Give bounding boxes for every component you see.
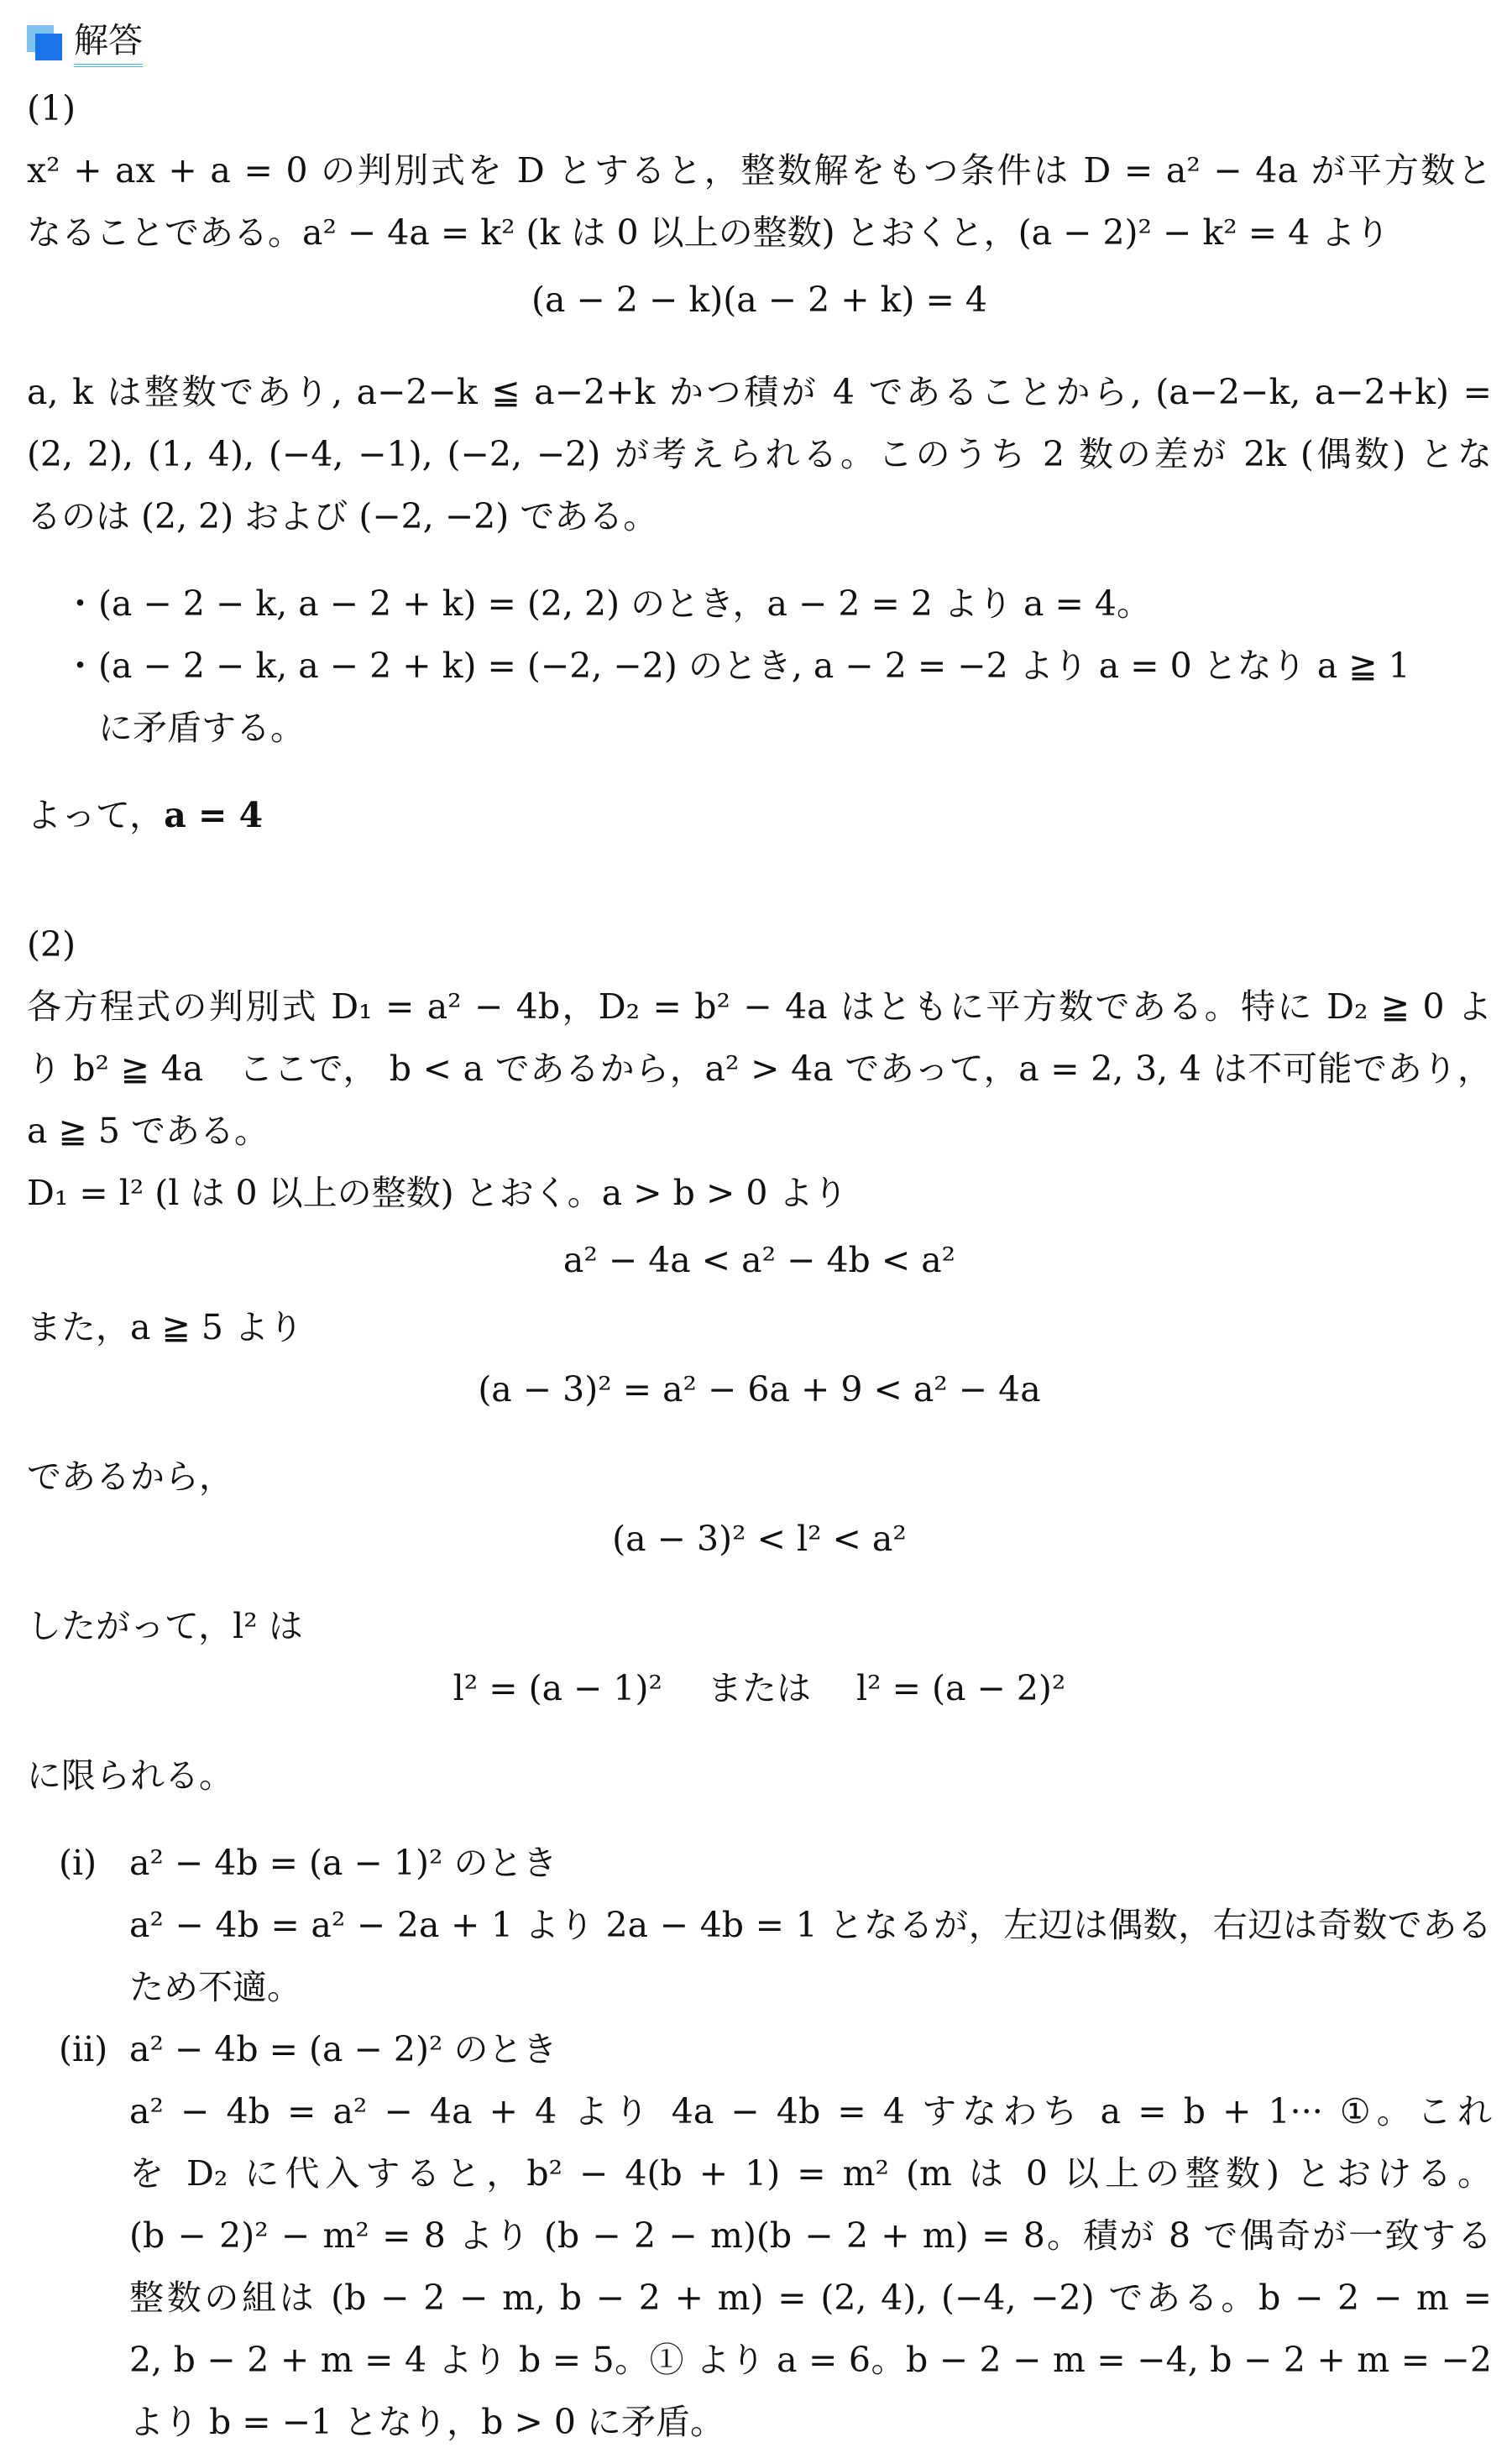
part2-text-line: に限られる。	[27, 1755, 233, 1796]
part2-text-line: また，a ≧ 5 より	[27, 1307, 303, 1347]
case-text-line: 整数の組は (b − 2 − m, b − 2 + m) = (2, 4), (−4, −2) である。b − 2 − m =	[129, 2278, 1492, 2318]
case-label: (i)	[59, 1843, 97, 1883]
part2-text-line: D₁ = l² (l は 0 以上の整数) とおく。a > b > 0 より	[27, 1173, 848, 1213]
case-text-line: a² − 4b = a² − 4a + 4 より 4a − 4b = 4 すなわち a = b + 1··· ①。これ	[129, 2091, 1492, 2131]
part1-text-line: (2, 2), (1, 4), (−4, −1), (−2, −2) が考えられる。このうち 2 数の差が 2k (偶数) とな	[27, 434, 1492, 474]
part1-text-line: a, k は整数であり, a−2−k ≦ a−2+k かつ積が 4 であることから, (a−2−k, a−2+k) =	[27, 372, 1492, 412]
part2-text-line: であるから，	[27, 1457, 233, 1497]
part1-text-line: るのは (2, 2) および (−2, −2) である。	[27, 496, 658, 536]
solution-page	[27, 8, 1492, 2453]
part2-label: (2)	[27, 924, 76, 965]
part2-text-line: a ≧ 5 である。	[27, 1111, 269, 1151]
part2-equation: l² = (a − 1)² または l² = (a − 2)²	[453, 1668, 1066, 1708]
answer-value: a = 4	[164, 795, 264, 835]
part1-text-line: x² + ax + a = 0 の判別式を D とすると，整数解をもつ条件は D = a² − 4a が平方数と	[27, 150, 1492, 191]
case-text-line: (b − 2)² − m² = 8 より (b − 2 − m)(b − 2 + m) = 8。積が 8 で偶奇が一致する	[129, 2215, 1492, 2256]
case-text: に矛盾する。	[98, 708, 305, 748]
solution-heading	[27, 8, 1492, 77]
part2-text-line: したがって，l² は	[27, 1606, 303, 1646]
part1-conclusion	[27, 784, 1492, 846]
part1-text-line: なることである。a² − 4a = k² (k は 0 以上の整数) とおくと，(a − 2)² − k² = 4 より	[27, 212, 1390, 253]
part2-equation: a² − 4a < a² − 4b < a²	[562, 1240, 956, 1280]
part1-case-item	[98, 573, 1492, 635]
case-text-line: a² − 4b = a² − 2a + 1 より 2a − 4b = 1 となるが，左辺は偶数，右辺は奇数である	[129, 1905, 1492, 1945]
case-text-line: を D₂ に代入すると，b² − 4(b + 1) = m² (m は 0 以上の整数) とおける。	[129, 2153, 1492, 2194]
case-heading: a² − 4b = (a − 2)² のとき	[129, 2029, 557, 2069]
part2-equation: (a − 3)² < l² < a²	[612, 1519, 907, 1559]
part2-text-line: 各方程式の判別式 D₁ = a² − 4b，D₂ = b² − 4a はともに平方数である。特に D₂ ≧ 0 よ	[27, 986, 1492, 1027]
case-text-line: より b = −1 となり，b > 0 に矛盾。	[129, 2402, 725, 2442]
case-heading: a² − 4b = (a − 1)² のとき	[129, 1843, 557, 1883]
case-text: (a − 2 − k, a − 2 + k) = (2, 2) のとき，a − 2 = 2 より a = 4。	[98, 583, 1151, 624]
part2-case-ii	[27, 2018, 1492, 2453]
case-text-line: ため不適。	[129, 1967, 301, 2007]
conclusion-prefix: よって，	[27, 795, 165, 835]
part1-label: (1)	[27, 88, 76, 128]
blue-square-icon	[27, 25, 62, 60]
part2-case-i	[27, 1832, 1492, 2018]
part2-equation: (a − 3)² = a² − 6a + 9 < a² − 4a	[478, 1369, 1041, 1410]
part1-case-list	[27, 573, 1492, 759]
heading-title: 解答	[74, 18, 143, 67]
case-text-line: 2, b − 2 + m = 4 より b = 5。① より a = 6。b − 2 − m = −4, b − 2 + m = −2	[129, 2340, 1492, 2380]
part2-text-line: り b² ≧ 4a ここで， b < a であるから，a² > 4a であって，a = 2, 3, 4 は不可能であり，	[27, 1049, 1492, 1089]
case-label: (ii)	[59, 2029, 108, 2069]
case-text: (a − 2 − k, a − 2 + k) = (−2, −2) のとき, a − 2 = −2 より a = 0 となり a ≧ 1	[98, 646, 1410, 686]
part1-equation: (a − 2 − k)(a − 2 + k) = 4	[531, 280, 987, 320]
part1-case-item	[98, 635, 1492, 759]
